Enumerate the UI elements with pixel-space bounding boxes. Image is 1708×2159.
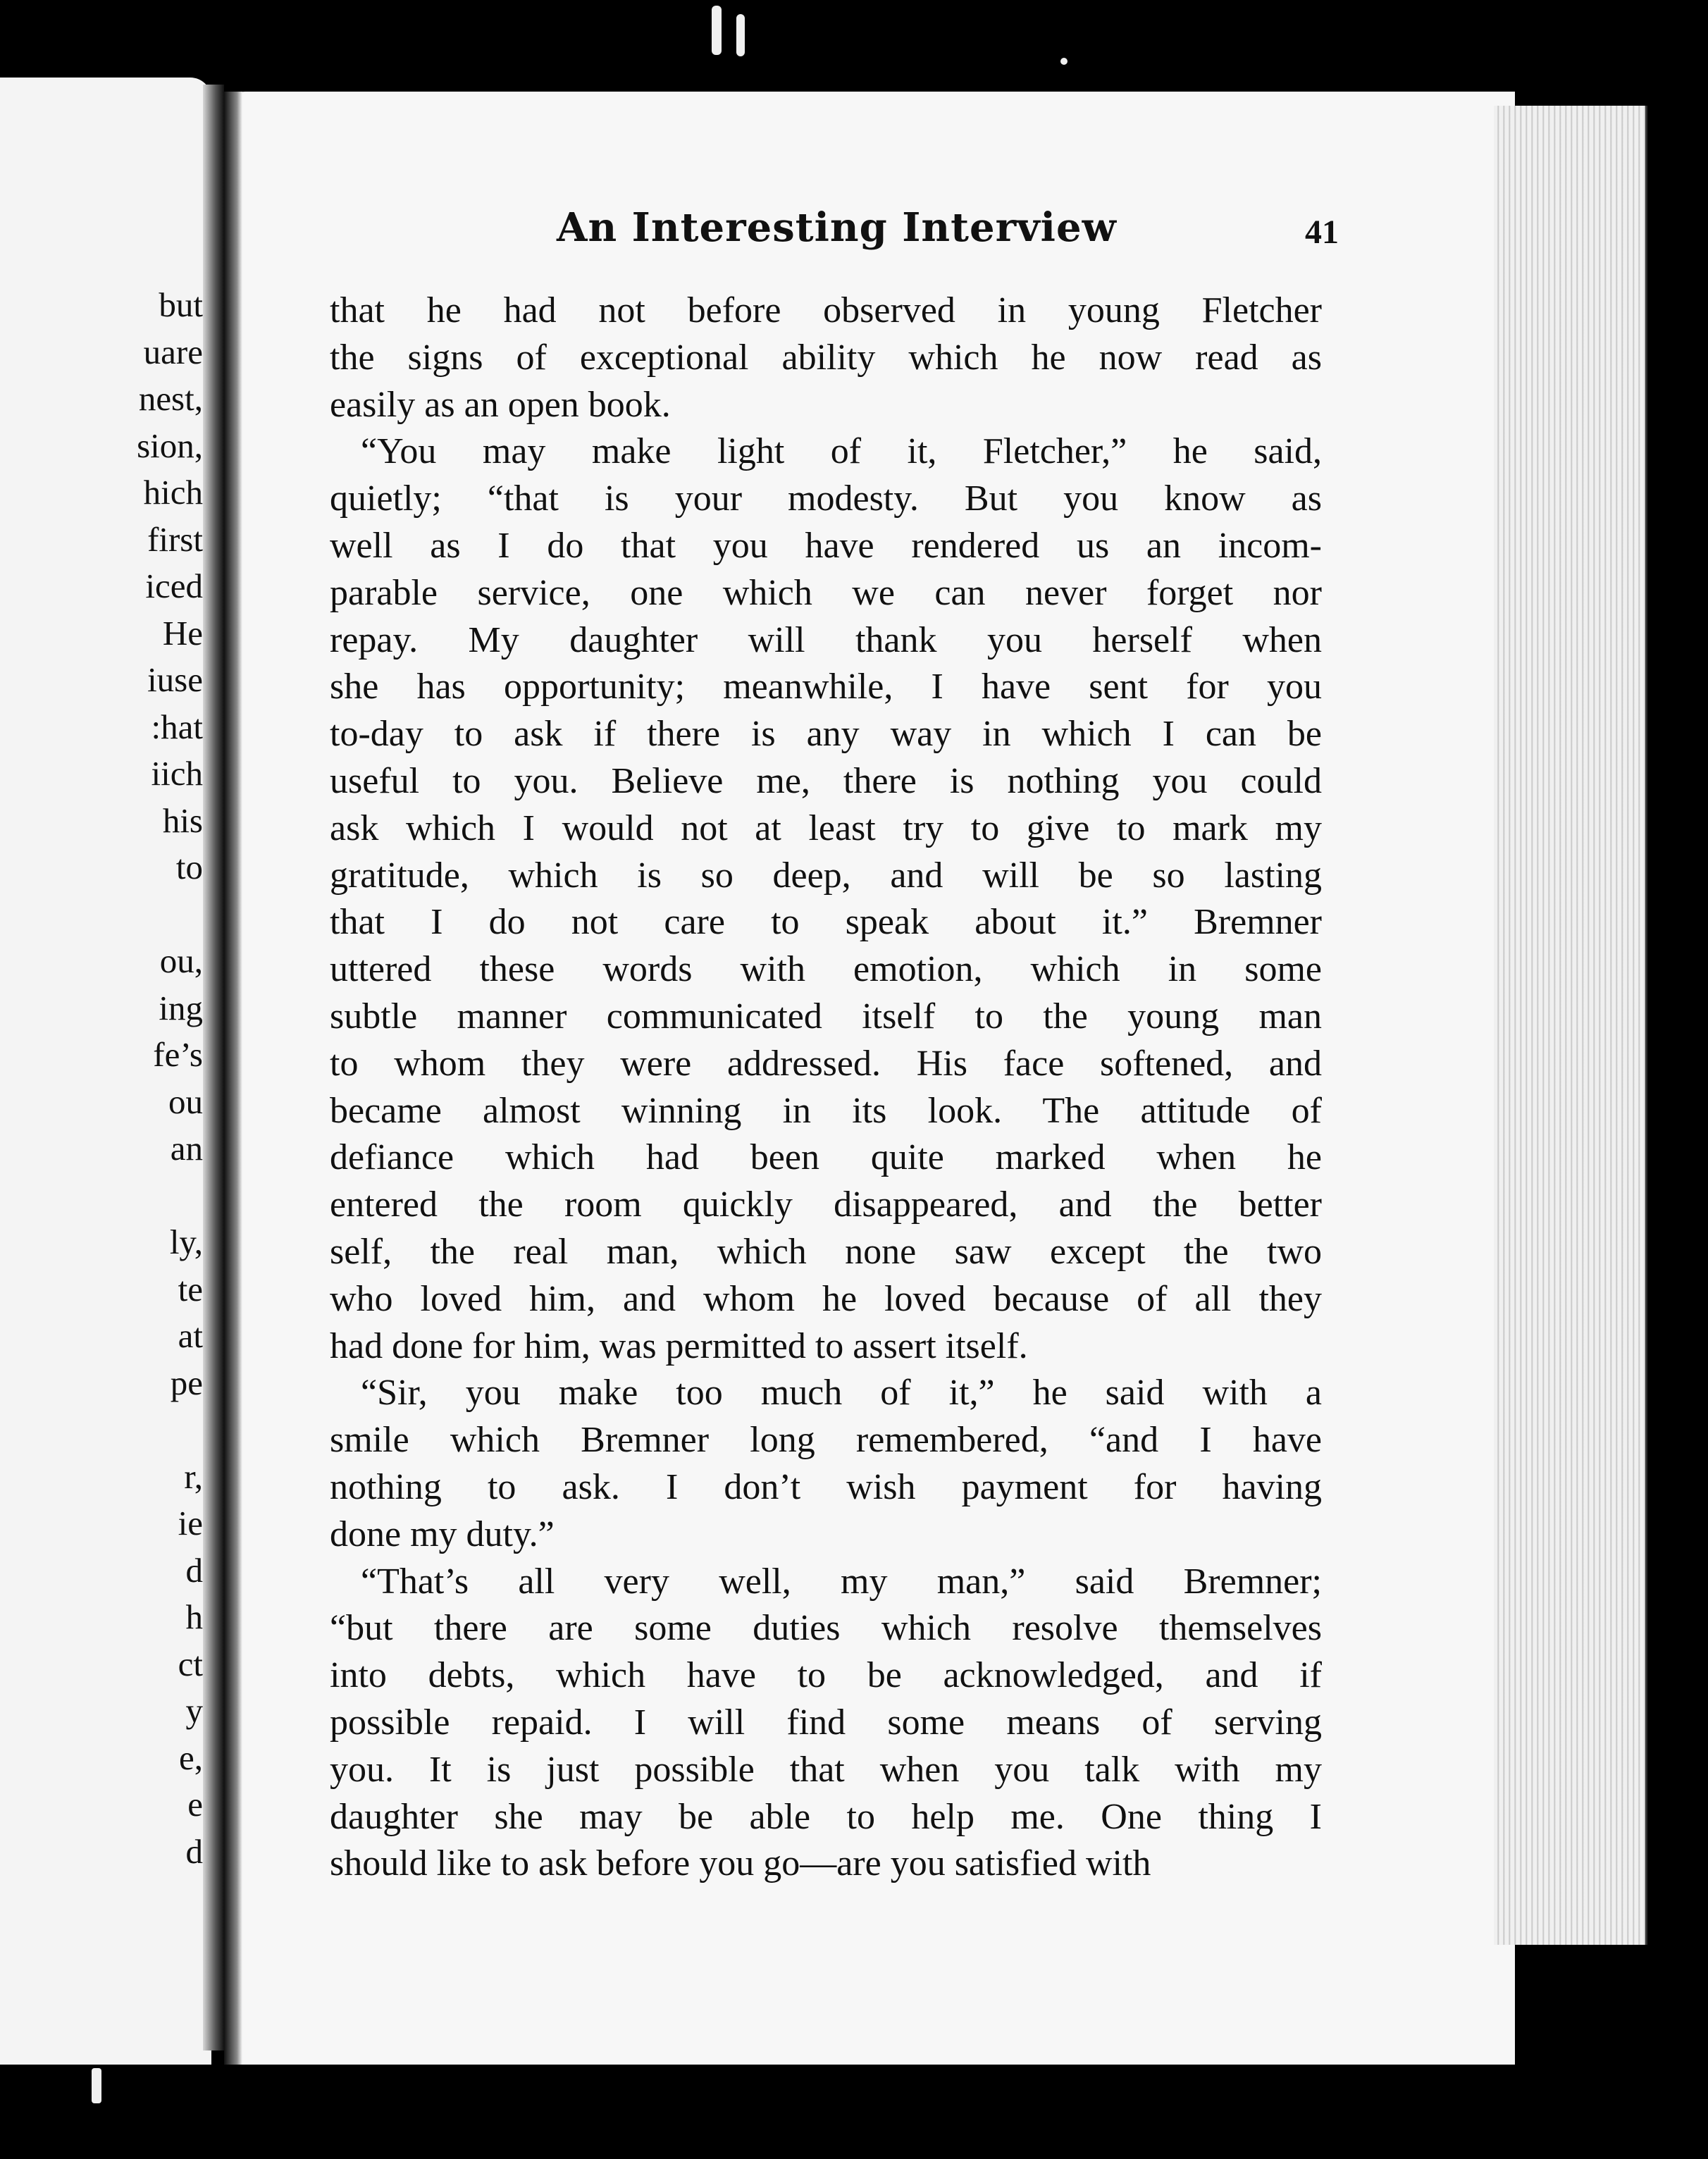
text-line: self, the real man, which none saw except the two [330,1231,1322,1272]
speck-mark [1060,58,1068,65]
left-page-line: ing [159,988,203,1027]
running-head: An Interesting Interview [557,204,1117,251]
text-line: she has opportunity; meanwhile, I have sent for you [330,667,1322,707]
text-line: who loved him, and whom he loved because of all they [330,1278,1322,1319]
text-line: useful to you. Believe me, there is nothing you could [330,760,1322,801]
left-page-line: to [175,848,203,886]
left-page-line: ct [178,1644,203,1683]
text-line: smile which Bremner long remembered, “and I have [330,1420,1322,1461]
left-page-line: :hat [151,707,203,746]
text-line: “That’s all very well, my man,” said Bremner; [361,1561,1322,1602]
left-page-line: his [162,800,203,840]
left-page-line: h [185,1597,203,1636]
text-line: “You may make light of it, Fletcher,” he said, [361,431,1322,472]
text-line: to whom they were addressed. His face softened, and [330,1043,1322,1084]
text-line: uttered these words with emotion, which in some [330,949,1322,990]
body-text [330,287,1322,1888]
text-line: that I do not care to speak about it.” Bremner [330,902,1322,943]
text-line: parable service, one which we can never forget nor [330,572,1322,613]
text-line: “but there are some duties which resolve themselves [330,1608,1322,1649]
page-number: 41 [1305,214,1339,251]
left-page-line: pe [170,1363,203,1402]
text-line: daughter she may be able to help me. One thing I [330,1796,1322,1837]
spine-shadow [224,92,242,2065]
left-page-line: at [178,1316,203,1355]
left-page-line [62,1173,203,1220]
left-page-line: e [187,1785,203,1824]
text-line: “Sir, you make too much of it,” he said with a [361,1373,1322,1413]
left-page-line: te [178,1269,203,1309]
text-line: that he had not before observed in young Fletcher [330,290,1322,330]
left-page-line: sion, [137,426,203,465]
text-line: defiance which had been quite marked when he [330,1137,1322,1178]
speck-mark [712,6,722,55]
left-page-line: r, [184,1456,203,1496]
left-page-line: hich [143,473,203,512]
left-page-line [62,891,203,939]
text-line: the signs of exceptional ability which he now read as [330,337,1322,378]
left-page-line: iich [151,754,203,793]
text-line: to-day to ask if there is any way in which I can be [330,714,1322,755]
left-page-line: ie [178,1504,203,1542]
left-page-line: iced [145,567,203,605]
left-page-line: nest, [138,379,203,418]
text-line: you. It is just possible that when you talk with my [330,1749,1322,1790]
left-page-line: but [159,285,203,324]
left-page-line: ou, [159,941,203,980]
left-page-line: y [185,1691,203,1730]
text-line: quietly; “that is your modesty. But you know as [330,478,1322,519]
text-line: entered the room quickly disappeared, and the better [330,1184,1322,1225]
text-line: possible repaid. I will find some means of serving [330,1702,1322,1743]
left-page-line: fe’s [153,1035,203,1074]
left-page-line: ly, [169,1223,203,1261]
text-line: gratitude, which is so deep, and will be so lasting [330,855,1322,896]
left-page-line: e, [179,1738,203,1777]
page-edges [1494,106,1647,1945]
text-line: into debts, which have to be acknowledged, and if [330,1655,1322,1696]
left-page-line: d [185,1831,203,1871]
left-page-line: He [162,613,203,652]
page-header [557,204,1339,268]
speck-mark [92,2068,101,2103]
left-page-line: ou [168,1082,203,1121]
text-line: subtle manner communicated itself to the young man [330,996,1322,1037]
text-line: repay. My daughter will thank you herself when [330,619,1322,660]
text-line: easily as an open book. [330,384,671,425]
text-line: well as I do that you have rendered us an incom- [330,525,1322,566]
left-page-line: uare [143,332,203,371]
speck-mark [736,14,745,56]
text-line: nothing to ask. I don’t wish payment for having [330,1466,1322,1507]
left-page-line: iuse [147,660,203,699]
left-page [0,78,211,2065]
left-page-line: first [147,519,203,559]
left-page-line [62,1406,203,1454]
text-line: became almost winning in its look. The attitude of [330,1090,1322,1131]
text-line: had done for him, was permitted to assert itself. [330,1325,1028,1366]
text-line: done my duty.” [330,1514,555,1554]
left-page-line: d [185,1550,203,1590]
left-page-line: an [170,1129,203,1168]
left-page-text [62,282,203,1875]
left-gutter-shadow [203,85,224,2050]
text-line: should like to ask before you go—are you satisfied with [330,1843,1151,1884]
text-line: ask which I would not at least try to give to mark my [330,808,1322,848]
